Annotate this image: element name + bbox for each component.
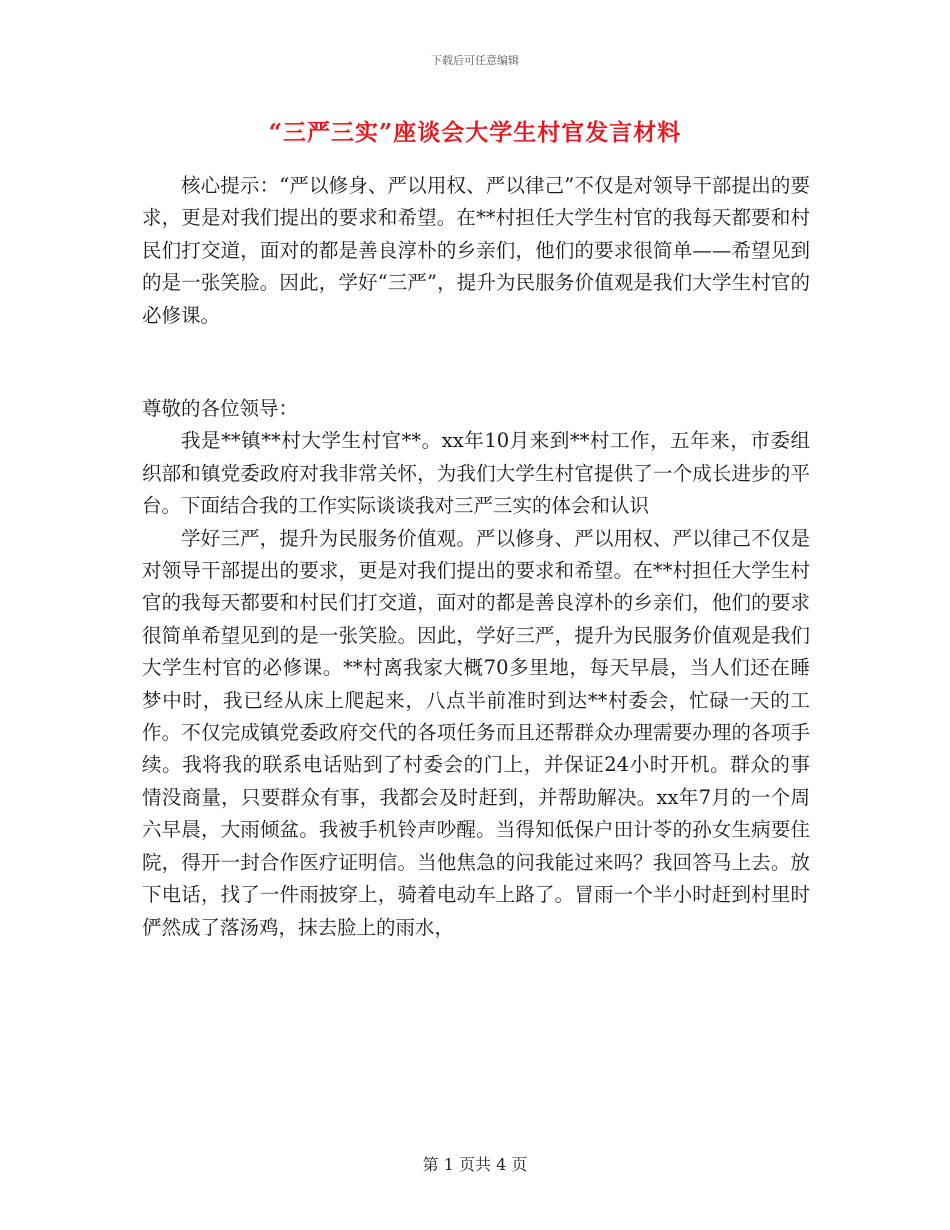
main-body xyxy=(142,393,810,944)
document-title: “三严三实”座谈会大学生村官发言材料 xyxy=(268,119,682,146)
page-footer: 第 1 页共 4 页 xyxy=(422,1155,528,1174)
salutation: 尊敬的各位领导： xyxy=(142,397,299,420)
body-paragraph-1: 我是**镇**村大学生村官**。xx年10月来到**村工作，五年来，市委组织部和镇党委政府对我非常关怀，为我们大学生村官提供了一个成长进步的平台。下面结合我的工作实际谈谈我对三严三实的体会和认识 xyxy=(142,429,810,518)
summary-block xyxy=(142,170,810,332)
summary-paragraph: 核心提示：“严以修身、严以用权、严以律己”不仅是对领导干部提出的要求，更是对我们提出的要求和希望。在**村担任大学生村官的我每天都要和村民们打交道，面对的都是善良淳朴的乡亲们，他们的要求很简单——希望见到的是一张笑脸。因此，学好“三严”，提升为民服务价值观是我们大学生村官的必修课。 xyxy=(142,174,810,327)
body-paragraph-2: 学好三严，提升为民服务价值观。严以修身、严以用权、严以律己不仅是对领导干部提出的要求，更是对我们提出的要求和希望。在**村担任大学生村官的我每天都要和村民们打交道，面对的都是善良淳朴的乡亲们，他们的要求很简单希望见到的是一张笑脸。因此，学好三严，提升为民服务价值观是我们大学生村官的必修课。**村离我家大概70多里地，每天早晨，当人们还在睡梦中时，我已经从床上爬起来，八点半前准时到达**村委会，忙碌一天的工作。不仅完成镇党委政府交代的各项任务而且还帮群众办理需要办理的各项手续。我将我的联系电话贴到了村委会的门上，并保证24小时开机。群众的事情没商量，只要群众有事，我都会及时赶到，并帮助解决。xx年7月的一个周六早晨，大雨倾盆。我被手机铃声吵醒。当得知低保户田计苓的孙女生病要住院，得开一封合作医疗证明信。当他焦急的问我能过来吗？我回答马上去。放下电话，找了一件雨披穿上，骑着电动车上路了。冒雨一个半小时赶到村里时俨然成了落汤鸡，抹去脸上的雨水， xyxy=(142,526,810,939)
header-note: 下载后可任意编辑 xyxy=(431,54,519,67)
